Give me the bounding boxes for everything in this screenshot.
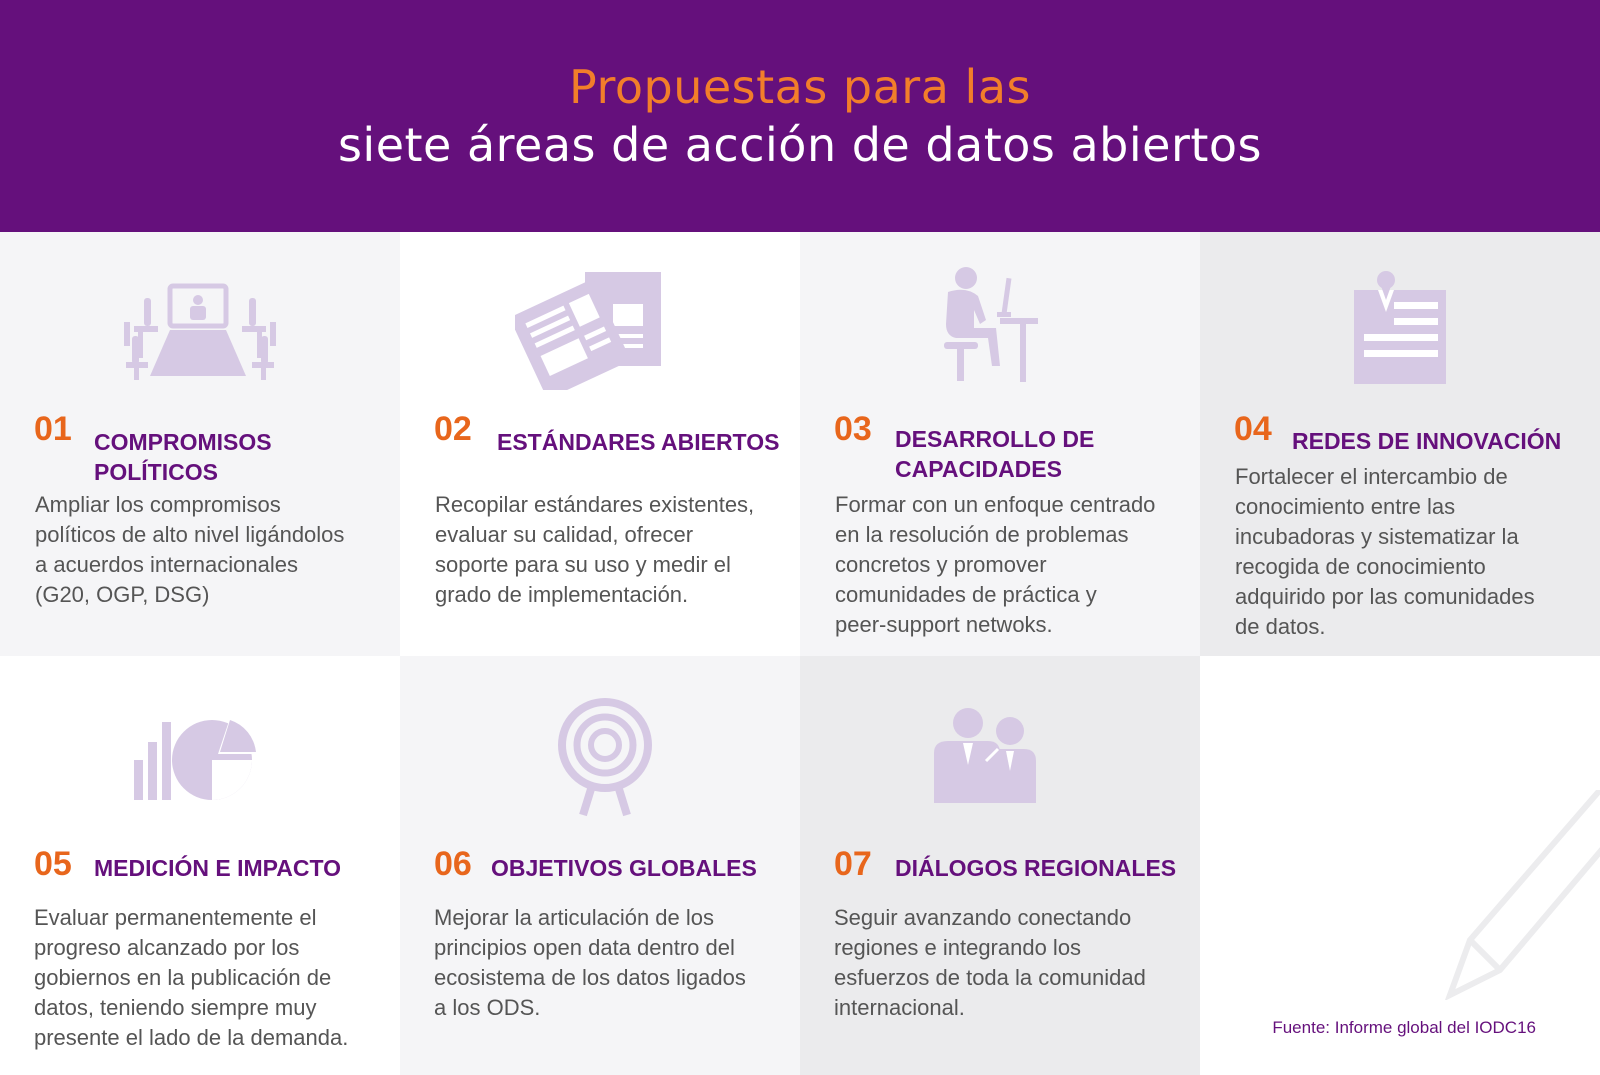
body-line: soporte para su uso y medir el bbox=[435, 552, 731, 577]
conference-table-icon bbox=[120, 282, 280, 382]
body-line: evaluar su calidad, ofrecer bbox=[435, 522, 694, 547]
card-02-title-line-1: ESTÁNDARES ABIERTOS bbox=[497, 429, 780, 455]
body-line: regiones e integrando los bbox=[834, 935, 1082, 960]
body-line: presente el lado de la demanda. bbox=[34, 1025, 349, 1050]
card-05-title-line-1: MEDICIÓN E IMPACTO bbox=[94, 855, 342, 881]
pencil-watermark-icon bbox=[1440, 790, 1600, 1000]
card-01-title-line-2: POLÍTICOS bbox=[94, 459, 218, 485]
bar-pie-chart-icon bbox=[130, 710, 260, 804]
target-icon bbox=[555, 695, 655, 819]
card-05-number: 05 bbox=[34, 845, 72, 883]
body-line: a acuerdos internacionales bbox=[35, 552, 298, 577]
body-line: Ampliar los compromisos bbox=[35, 492, 281, 517]
body-line: en la resolución de problemas bbox=[835, 522, 1129, 547]
body-line: recogida de conocimiento bbox=[1235, 554, 1486, 579]
card-02-body bbox=[435, 490, 754, 610]
card-01-number: 01 bbox=[34, 410, 72, 448]
card-04-number: 04 bbox=[1234, 410, 1272, 448]
two-people-icon bbox=[930, 705, 1040, 805]
card-01-title-line-1: COMPROMISOS bbox=[94, 429, 272, 455]
body-line: ecosistema de los datos ligados bbox=[434, 965, 746, 990]
card-03-number: 03 bbox=[834, 410, 872, 448]
card-04-title-line-1: REDES DE INNOVACIÓN bbox=[1292, 428, 1562, 454]
body-line: Fortalecer el intercambio de bbox=[1235, 464, 1508, 489]
title-line-2: siete áreas de acción de datos abiertos bbox=[337, 118, 1263, 172]
card-03-title-line-2: CAPACIDADES bbox=[895, 456, 1062, 482]
body-line: grado de implementación. bbox=[435, 582, 689, 607]
body-line: Seguir avanzando conectando bbox=[834, 905, 1132, 930]
card-03-title-line-1: DESARROLLO DE bbox=[895, 426, 1095, 452]
card-01-body bbox=[35, 490, 344, 610]
person-at-desk-icon bbox=[940, 266, 1040, 390]
title-line-1: Propuestas para las bbox=[569, 60, 1031, 114]
card-06-title-line-1: OBJETIVOS GLOBALES bbox=[491, 855, 757, 881]
body-line: incubadoras y sistematizar la bbox=[1235, 524, 1519, 549]
source-credit: Fuente: Informe global del IODC16 bbox=[1272, 1018, 1536, 1037]
card-06-body bbox=[434, 903, 746, 1023]
body-line: conocimiento entre las bbox=[1235, 494, 1456, 519]
body-line: (G20, OGP, DSG) bbox=[35, 582, 210, 607]
body-line: internacional. bbox=[834, 995, 965, 1020]
card-07-number: 07 bbox=[834, 845, 872, 883]
body-line: esfuerzos de toda la comunidad bbox=[834, 965, 1146, 990]
body-line: datos, teniendo siempre muy bbox=[34, 995, 317, 1020]
card-04-body bbox=[1235, 462, 1535, 642]
documents-icon bbox=[515, 270, 665, 390]
body-line: Evaluar permanentemente el bbox=[34, 905, 317, 930]
header-banner bbox=[0, 0, 1600, 232]
card-07-title-line-1: DIÁLOGOS REGIONALES bbox=[895, 855, 1177, 881]
card-06-number: 06 bbox=[434, 845, 472, 883]
body-line: de datos. bbox=[1235, 614, 1326, 639]
body-line: adquirido por las comunidades bbox=[1235, 584, 1535, 609]
body-line: principios open data dentro del bbox=[434, 935, 735, 960]
card-03-body bbox=[835, 490, 1155, 640]
card-02-number: 02 bbox=[434, 410, 472, 448]
body-line: gobiernos en la publicación de bbox=[34, 965, 332, 990]
pinned-note-icon bbox=[1350, 268, 1450, 386]
body-line: peer-support netwoks. bbox=[835, 612, 1053, 637]
body-line: Mejorar la articulación de los bbox=[434, 905, 715, 930]
body-line: progreso alcanzado por los bbox=[34, 935, 300, 960]
card-05-body bbox=[34, 903, 348, 1053]
body-line: concretos y promover bbox=[835, 552, 1047, 577]
body-line: políticos de alto nivel ligándolos bbox=[35, 522, 345, 547]
card-07-body bbox=[834, 903, 1146, 1023]
body-line: Recopilar estándares existentes, bbox=[435, 492, 755, 517]
body-line: comunidades de práctica y bbox=[835, 582, 1097, 607]
body-line: a los ODS. bbox=[434, 995, 541, 1020]
body-line: Formar con un enfoque centrado bbox=[835, 492, 1156, 517]
